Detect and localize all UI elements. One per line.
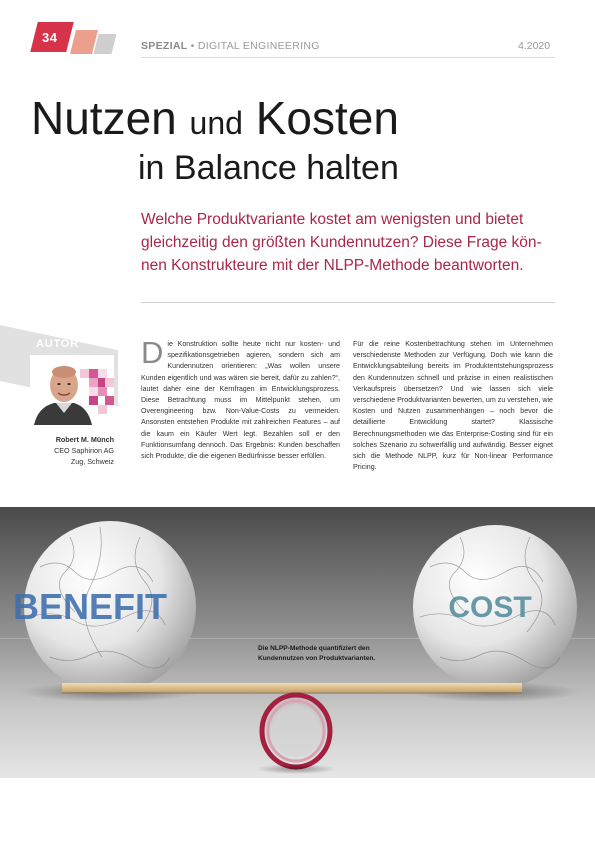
cost-word: COST [448, 591, 532, 624]
section-title [141, 40, 320, 52]
lead-rule [141, 302, 555, 303]
balance-illustration [0, 507, 595, 778]
benefit-word: BENEFIT [12, 586, 168, 627]
author-location: Zug, Schweiz [70, 457, 114, 466]
headline-word-kosten: Kosten [255, 92, 399, 144]
author-label: AUTOR [36, 338, 79, 350]
author-portrait [30, 355, 114, 425]
body-column-1-text: ie Konstruktion sollte heute nicht nur kosten- und spezifikationsgetrieben agieren, sondern sich am Kundennutzen orientieren: „Was wollen unsere Kunden eigentlich und was wären sie bereit, dafür zu zahlen?“, lautet daher eine der Kernfragen im Entwicklungsprozess. Diese Betrachtung muss im Mittelpunkt stehen, um Overengineering bzw. Non-Value-Costs zu vermeiden. Ansonsten entstehen Produkte mit zahlreichen Features – auf die kaum ein Käufer Wert legt. Bezahlen soll er den Funktionsumfang dennoch. Das Ergebnis: Kunden beschaffen sich Produkte, die die eigenen Bedürfnisse besser erfüllen. [141, 340, 340, 461]
section-bold: SPEZIAL [141, 40, 188, 52]
body-column-1 [141, 335, 340, 462]
page-number: 34 [42, 30, 58, 45]
issue-date: 4.2020 [518, 40, 551, 52]
headline-word-und: und [189, 105, 243, 141]
author-role: CEO Saphirion AG [54, 446, 114, 455]
author-name: Robert M. Münch [55, 435, 114, 444]
header-rule [141, 57, 555, 58]
lead-paragraph: Welche Produktvariante kostet am wenigsten und bietet gleichzeitig den größten Kundennutzen? Diese Frage können Konstrukteure mit der NLPP-Methode beantworten. [141, 211, 542, 274]
author-credit [30, 434, 114, 467]
dropcap: D [141, 335, 164, 370]
headline-line1 [31, 90, 399, 151]
image-caption: Die NLPP-Methode quantifiziert den Kundennutzen von Produktvarianten. [258, 645, 376, 662]
page-tab-grey [94, 34, 117, 54]
headline-line2: in Balance halten [138, 149, 399, 187]
headline-word-nutzen: Nutzen [31, 92, 177, 144]
body-column-2: Für die reine Kostenbetrachtung stehen im Unternehmen verschiedenste Methoden zur Verfügung. Doch wie kann die Entwicklungsabteilung bereits im Produktentstehungsprozess den Kundennutzen schnell und präzise in einen realistischen Verkaufspreis übersetzen? Und wie lassen sich viele verschiedene Produktvarianten bewerten, um zu verstehen, wie Kosten und Nutzen zusammenhängen – noch bevor die detaillierte Entwicklung startet? Klassische Berechnungsmethoden wie das Enterprise-Costing sind für ein solches Szenario zu schwerfällig und aufwändig. Besser eignet sich die Methode NLPP, kurz für Non-linear Performance Pricing. [353, 340, 553, 472]
section-rest: • DIGITAL ENGINEERING [187, 40, 320, 52]
